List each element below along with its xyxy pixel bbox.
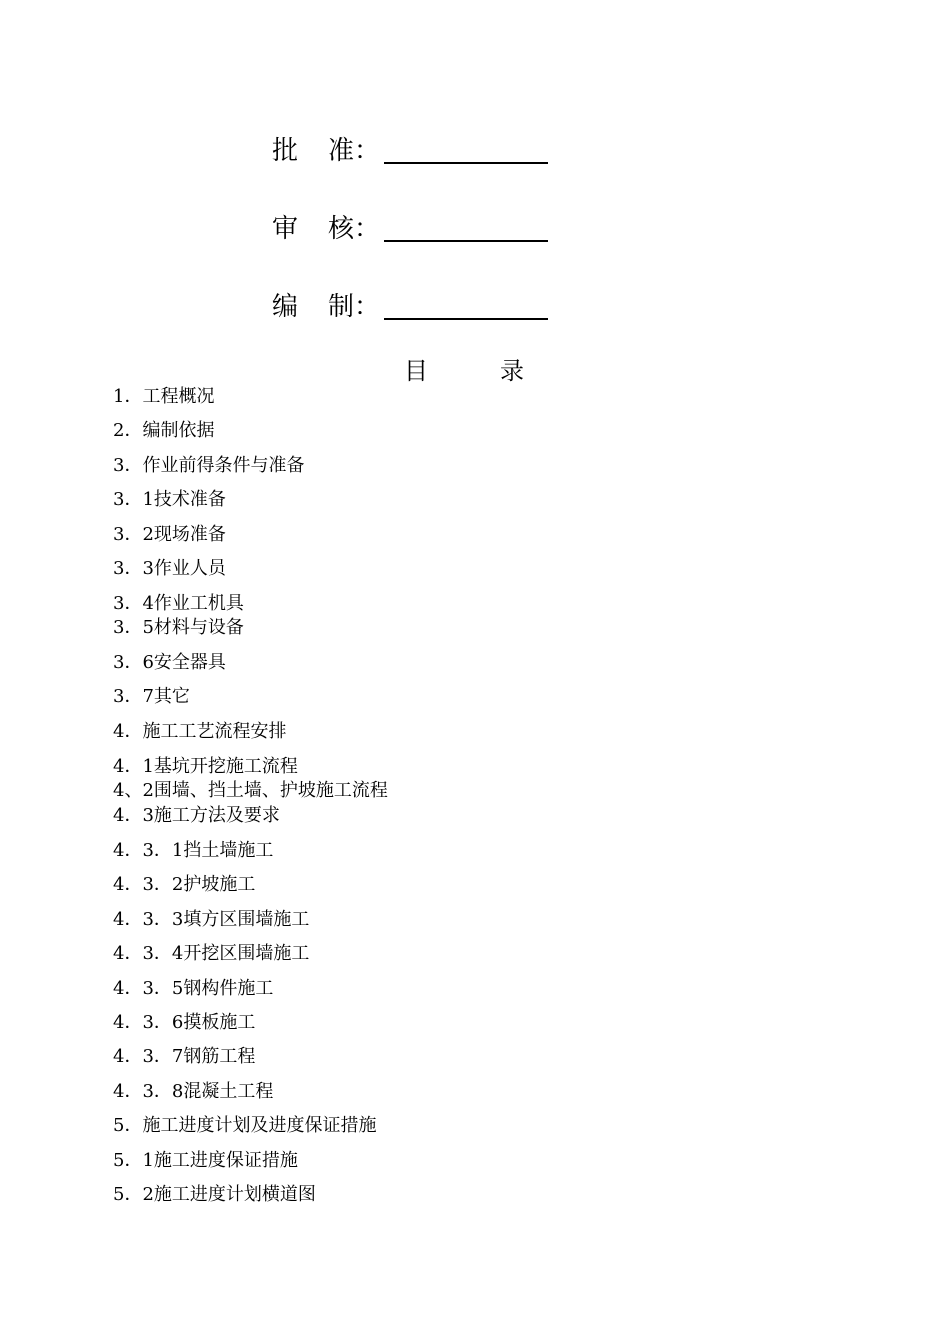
toc-item: 4．3．4开挖区围墙施工 (113, 943, 310, 964)
toc-item: 4．3．6摸板施工 (113, 1012, 256, 1033)
prepared-label (272, 292, 380, 322)
prepared-label-char1: 编 (272, 292, 299, 322)
toc-item: 4．3．3填方区围墙施工 (113, 909, 310, 930)
toc-title-char2: 录 (500, 357, 524, 385)
review-row (272, 208, 548, 244)
toc-item: 2．编制依据 (113, 420, 215, 441)
toc-item: 5．2施工进度计划横道图 (113, 1184, 316, 1205)
review-signature-line[interactable] (384, 240, 548, 242)
toc-item: 3．5材料与设备 (113, 617, 244, 638)
toc-item: 4．3．8混凝土工程 (113, 1081, 274, 1102)
toc-item: 4．3．7钢筋工程 (113, 1046, 256, 1067)
review-label-char2: 核： (328, 214, 381, 244)
prepared-label-char2: 制： (328, 292, 381, 322)
toc-title-char1: 目 (404, 357, 428, 385)
toc-item: 4．3．5钢构件施工 (113, 978, 274, 999)
toc-item: 3．7其它 (113, 686, 190, 707)
approval-label (272, 136, 380, 166)
review-label (272, 214, 380, 244)
prepared-row (272, 286, 548, 322)
toc-item: 3．3作业人员 (113, 558, 226, 579)
toc-item: 3．1技术准备 (113, 489, 226, 510)
approval-label-char1: 批 (272, 136, 299, 166)
toc-item: 4、2围墙、挡土墙、护坡施工流程 (113, 780, 388, 801)
toc-item: 3．2现场准备 (113, 524, 226, 545)
approval-row (272, 130, 548, 166)
review-label-char1: 审 (272, 214, 299, 244)
toc-title (404, 356, 524, 386)
toc-item: 4．1基坑开挖施工流程 (113, 756, 298, 777)
toc-item: 3．作业前得条件与准备 (113, 455, 305, 476)
toc-item: 5．1施工进度保证措施 (113, 1150, 298, 1171)
toc-item: 4．3．2护坡施工 (113, 874, 256, 895)
toc-item: 5．施工进度计划及进度保证措施 (113, 1115, 377, 1136)
toc-item: 3．6安全器具 (113, 652, 226, 673)
approval-signature-line[interactable] (384, 162, 548, 164)
prepared-signature-line[interactable] (384, 318, 548, 320)
toc-item: 1．工程概况 (113, 386, 215, 407)
toc-item: 3．4作业工机具 (113, 593, 244, 614)
toc-item: 4．3施工方法及要求 (113, 805, 280, 826)
toc-item: 4．施工工艺流程安排 (113, 721, 287, 742)
toc-item: 4．3．1挡土墙施工 (113, 840, 274, 861)
approval-label-char2: 准： (328, 136, 381, 166)
